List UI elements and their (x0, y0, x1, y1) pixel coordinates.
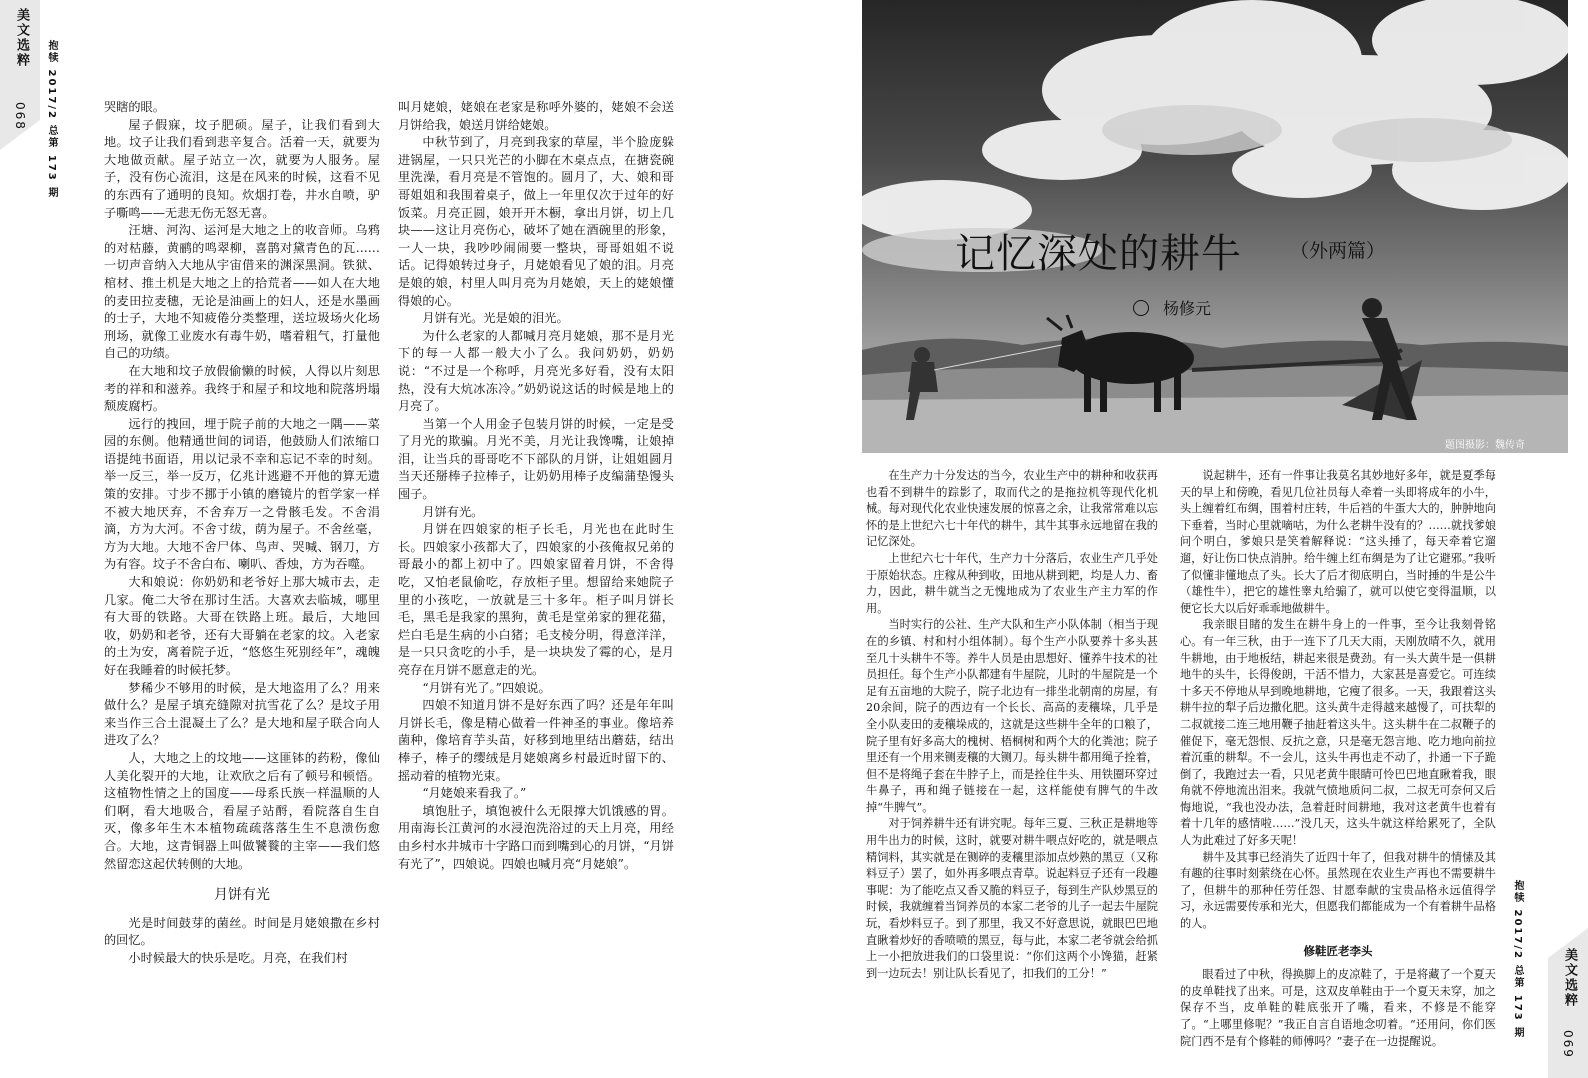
author-name: 杨修元 (1163, 299, 1212, 318)
photo-credit: 题图摄影：魏传奇 (1445, 440, 1525, 451)
paragraph: 当第一个人用金子包装月饼的时候，一定是受了月光的欺骗。月光不美，月光让我馋嘴，让娘掉泪，让当兵的哥哥吃不下部队的月饼，让姐姐圆月当天还掰棒子拉棒子，让奶奶用棒子皮编蒲垫馒头囤子。 (398, 416, 674, 502)
paragraph: 填饱肚子，填饱被什么无限撑大饥饿感的胃。用南海长江黄河的水浸泡洗浴过的天上月亮，用经由乡村水井城市十字路口而到嘴到心的月饼，“月饼有光了”，四娘说。四娘也喊月亮“月姥娘”。 (398, 803, 674, 871)
paragraph: 四娘不知道月饼不是好东西了吗？还是年年叫月饼长毛，像是精心做着一件神圣的事业。像培养菌种，像培育芋头苗，好移到地里结出蘑菇，结出棒子，棒子的缨绒是月姥娘离乡村最近时留下的、摇动着的植物光束。 (398, 698, 674, 783)
column-1-after-heading (104, 915, 380, 968)
left-column-2 (398, 99, 674, 1074)
right-magazine-name: 美文选粹 (1562, 948, 1577, 1008)
paragraph: 我亲眼目睹的发生在耕牛身上的一件事，至今让我刻骨铭心。有一年三秋，由于一连下了几天大雨，天刚放晴不久，就用牛耕地，由于地板结，耕起来很是费劲。有一头大黄牛是一俱耕地牛的头牛，长得俊朗，干活不惜力，大家甚是喜爱它。可连续十多天不停地从早到晚地耕地，它瘦了很多。一天，我跟着这头耕牛拉的犁子后边撒化肥。这头黄牛走得越来越慢了，可扶犁的二叔就接二连三地用鞭子抽赶着这头牛。这头耕牛在二叔鞭子的催促下，毫无怨恨、反抗之意，只是毫无怨言地、吃力地向前拉着沉重的耕犁。不一会儿，这头牛再也走不动了，扑通一下子跪倒了，我跑过去一看，只见老黄牛眼睛可怜巴巴地直瞅着我，眼角就不停地流出泪来。我就气愤地质问二叔，二叔无可奈何又后悔地说，“我也没办法，急着赶时间耕地，我对这老黄牛也着有着十几年的感情啦……”没几天，这头牛就这样给累死了，全队人为此难过了好多天呢！ (1180, 618, 1496, 848)
paragraph: 远行的拽回，埋于院子前的大地之一隅——菜园的东侧。他精通世间的词语，他鼓励人们浓缩口语提纯书面语，用以记录不幸和忘记不幸的时刻。举一反三，举一反万，亿兆计逃避不开他的算无遗策的安排。寸步不挪于小镇的磨镜片的哲学家一样不被大地厌弃，不舍弃万一之骨骸毛发。不舍涓滴，方为大河。不舍寸绂，荫为屋子。不舍丝毫，方为大地。大地不舍尸体、鸟声、哭喊、钢刀，方为有容。坟子不舍白布、喇叭、香烛，方为吞噬。 (104, 416, 380, 572)
column-1-paragraphs (104, 99, 380, 873)
paragraph: “月饼有光了。”四娘说。 (422, 680, 551, 695)
author-circle-icon (1133, 300, 1149, 316)
paragraph: 大和娘说：你奶奶和老爷好上那大城市去，走几家。俺二大爷在那讨生活。大喜欢去临城，哪里有大哥的铁路。大哥在铁路上班。最后，大地回收，奶奶和老爷，还有大哥躺在老家的坟。入老家的土为安，离着院子近，“悠悠生死别经年”，魂魄好在我睡着的时候托梦。 (104, 575, 380, 677)
left-page-number: 068 (13, 102, 27, 131)
paragraph: 光是时间鼓芽的菌丝。时间是月姥娘撒在乡村的回忆。 (104, 915, 380, 948)
paragraph: 月饼有光。光是娘的泪光。 (422, 311, 569, 326)
section-heading-cobbler: 修鞋匠老李头 (1303, 943, 1373, 958)
paragraph: 屋子假寐，坟子肥硕。屋子，让我们看到大地。坟子让我们看到悲辛复合。活着一天，就要为大地做贡献。屋子站立一次，就要为人服务。屋子，没有伤心流泪，这是在风来的时候，这看不见的东西有了通明的良知。炊烟打卷，井水自喷，驴子嘶鸣——无悲无伤无怒无喜。 (104, 117, 380, 220)
paragraph: 耕牛及其事已经消失了近四十年了，但我对耕牛的情愫及其有趣的往事时刻萦绕在心怀。虽然现在农业生产再也不需要耕牛了，但耕牛的那种任劳任怨、甘愿奉献的宝贵品格永远值得学习，永远需要传承和光大，但愿我们都能成为一个有着耕牛品格的人。 (1180, 850, 1496, 931)
left-issue-label: 抱犊 2017/2 总第 173 期 (46, 40, 57, 200)
paragraph: 月饼有光。 (422, 504, 484, 519)
right-page-number: 069 (1561, 1030, 1575, 1059)
right-column-2 (1180, 468, 1496, 1074)
paragraph: 对于饲养耕牛还有讲究呢。每年三夏、三秋正是耕地等用牛出力的时候，这时，就要对耕牛喂点好吃的，就是喂点精饲料，其实就是在铡碎的麦穰里添加点炒熟的黑豆（又称料豆子）罢了，如外再多喂点青草。说起料豆子还有一段趣事呢：为了能吃点又香又脆的料豆子，每到生产队炒黑豆的时候，我就缠着当饲养员的本家二老爷的儿子一起去牛屋院玩，看炒料豆子。到了那里，我又不好意思说，就眼巴巴地直瞅着炒好的香喷喷的黑豆，每与此，本家二老爷就会给抓上一小把放进我们的口袋里说：“你们这两个小馋猫，赶紧到一边玩去！别让队长看见了，扣我们的工分！” (866, 817, 1158, 980)
paragraph: 为什么老家的人都喊月亮月姥娘，那不是月光下的每一人都一般大小了么。我问奶奶，奶奶说：“不过是一个称呼，月亮光多好看，没有太阳热，没有大炕冰冻冷。”奶奶说这话的时候是地上的月亮了。 (398, 328, 674, 414)
paragraph: 上世纪六七十年代，生产力十分落后，农业生产几乎处于原始状态。庄稼从种到收，田地从耕到耙，均是人力、畜力，因此，耕牛就当之无愧地成为了农业生产主力军的作用。 (866, 551, 1158, 615)
paragraph: 叫月姥娘，姥娘在老家是称呼外婆的，姥娘不会送月饼给我，娘送月饼给姥娘。 (398, 100, 674, 132)
paragraph: 说起耕牛，还有一件事让我莫名其妙地好多年，就是夏季每天的早上和傍晚，看见几位社员每人牵着一头即将成年的小牛，头上缠着红布绸，围着村庄转，牛后裆的牛蛋大大的，肿肿地向下垂着，当时心里就嘀咕，为什么老耕牛没有的？……就找爹娘问个明白，爹娘只是笑着解释说：“这头捶了，每天牵着它遛遛，好让伤口快点消肿。给牛缠上红布绸是为了让它避邪。”我听了似懂非懂地点了头。长大了后才彻底明白，当时捶的牛是公牛（雄性牛），把它的雄性睾丸给骟了，就可以使它变得温顺，以便它长大以后好乖乖地做耕牛。 (1180, 469, 1496, 615)
column-2-paragraphs (398, 99, 674, 873)
article-subtitle: （外两篇） (1290, 240, 1386, 262)
paragraph: 梦稀少不够用的时候，是大地盗用了么？用来做什么？是屋子填充缝隙对抗雪花了么？是坟子用来当作三合土混凝土了么？是大地和屋子联合向人进攻了么？ (104, 680, 380, 748)
column-4-paragraphs (1180, 468, 1496, 933)
left-column-1 (104, 99, 380, 1074)
paragraph: 中秋节到了，月亮到我家的草屋，半个脸庞躲进锅屋，一只只光芒的小脚在木桌点点，在搪瓷碗里洗澡，看月亮是不管饱的。圆月了，大、娘和哥哥姐姐和我围着桌子，做上一年里仅次于过年的好饭菜。月亮正圆，娘开开木橱，拿出月饼，切上几块——这让月亮伤心，破坏了她在酒碗里的形象，一人一块，我吵吵闹闹要一整块，哥哥姐姐不说话。记得娘转过身子，月姥娘看见了娘的泪。月亮是娘的娘，村里人叫月亮为月姥娘，天上的姥娘懂得娘的心。 (398, 135, 674, 308)
author-byline (1133, 296, 1211, 319)
paragraph: 汪塘、河沟、运河是大地之上的收音师。乌鸦的对枯藤，黄鹂的鸣翠柳，喜鹊对黛青色的瓦……一切声音纳入大地从宇宙借来的渊深黑洞。铁狱、棺材、推土机是大地之上的拾荒者——如人在大地的麦田拉麦穗，无论是油画上的妇人，还是水墨画的士子，大地不知疲倦分类整理，送垃圾场火化场刑场，就像工业废水有毒牛奶，嗜着粗气，打量他自己的功绩。 (104, 223, 380, 361)
right-column-1 (866, 468, 1158, 1074)
paragraph: 小时候最大的快乐是吃。月亮，在我们村 (128, 950, 348, 965)
paragraph: 哭瞎的眼。 (104, 100, 165, 114)
paragraph: 在生产力十分发达的当今，农业生产中的耕种和收获再也看不到耕牛的踪影了，取而代之的是拖拉机等现代化机械。每对现代化农业快速发展的惊喜之余，让我常常难以忘怀的是上世纪六七十年代的耕牛，其牛其事永远地留在我的记忆深处。 (866, 469, 1158, 549)
section-heading-mooncake: 月饼有光 (214, 887, 270, 904)
column-4-after-heading (1180, 967, 1496, 1050)
paragraph: “月姥娘来看我了。” (422, 786, 527, 801)
paragraph: 月饼在四娘家的柜子长毛，月光也在此时生长。四娘家小孩都大了，四娘家的小孩俺叔兄弟的哥最小的都上初中了。四娘家留着月饼，不舍得吃，又怕老鼠偷吃，存放柜子里。想留给来她院子里的小孩吃，一放就是三十多年。柜子叫月饼长毛，黑毛是我家的黑狗，黄毛是堂弟家的狸花猫，烂白毛是生病的小白猪；毛支棱分明，得意洋洋，是一只只贪吃的小手，是一块块发了霉的心，是月亮存在月饼不愿意走的光。 (398, 522, 674, 677)
right-issue-label: 抱犊 2017/2 总第 173 期 (1512, 880, 1523, 1040)
article-title: 记忆深处的耕牛 (955, 231, 1242, 277)
paragraph: 人，大地之上的坟地——这匪钵的药粉，像仙人美化裂开的大地，让欢欣之后有了顿号和顿悟。这植物性情之上的国度——母系氏族一样温顺的人们啊，看大地吸合，看屋子站酹，看院落自生自灭，像多年生木本植物疏疏落落生生不息溃伤愈合。大地，这青铜器上叫做饕餮的主宰——我们悠然留恋这起伏转侧的大地。 (104, 750, 380, 871)
left-magazine-name: 美文选粹 (14, 8, 29, 68)
paragraph: 当时实行的公社、生产大队和生产小队体制（相当于现在的乡镇、村和村小组体制）。每个生产小队要养十多头甚至几十头耕牛不等。养牛人员是由思想好、懂养牛技术的社员担任。每个生产小队都建有牛屋院，儿时的牛屋院是一个足有五亩地的大院子，院子北边有一排坐北朝南的房屋，有20余间，院子的西边有一个长长、高高的麦穰垛，几乎是全小队麦田的麦穰垛成的，这就是这些耕牛全年的口粮了，院子里有好多高大的槐树、梧桐树和两个大的化粪池；院子里还有一个用来铡麦穰的大铡刀。每头耕牛都用绳子拴着，但不是将绳子套在牛脖子上，而是拴住牛头、用铁圈环穿过牛鼻子，再和绳子链接在一起，这样能使有脾气的牛改掉“牛脾气”。 (866, 618, 1158, 814)
paragraph: 在大地和坟子放假偷懒的时候，人得以片刻思考的祥和和滋养。我终于和屋子和坟地和院落坍塌颓废腐朽。 (104, 363, 380, 414)
paragraph: 眼看过了中秋，得换脚上的皮凉鞋了，于是将藏了一个夏天的皮单鞋找了出来。可是，这双皮单鞋由于一个夏天未穿，加之保存不当，皮单鞋的鞋底张开了嘴，看来，不修是不能穿了。“上哪里修呢？”我正自言自语地念叨着。“还用问，你们医院门西不是有个修鞋的师傅吗？”妻子在一边提醒说。 (1180, 968, 1496, 1048)
column-3-paragraphs (866, 468, 1158, 982)
